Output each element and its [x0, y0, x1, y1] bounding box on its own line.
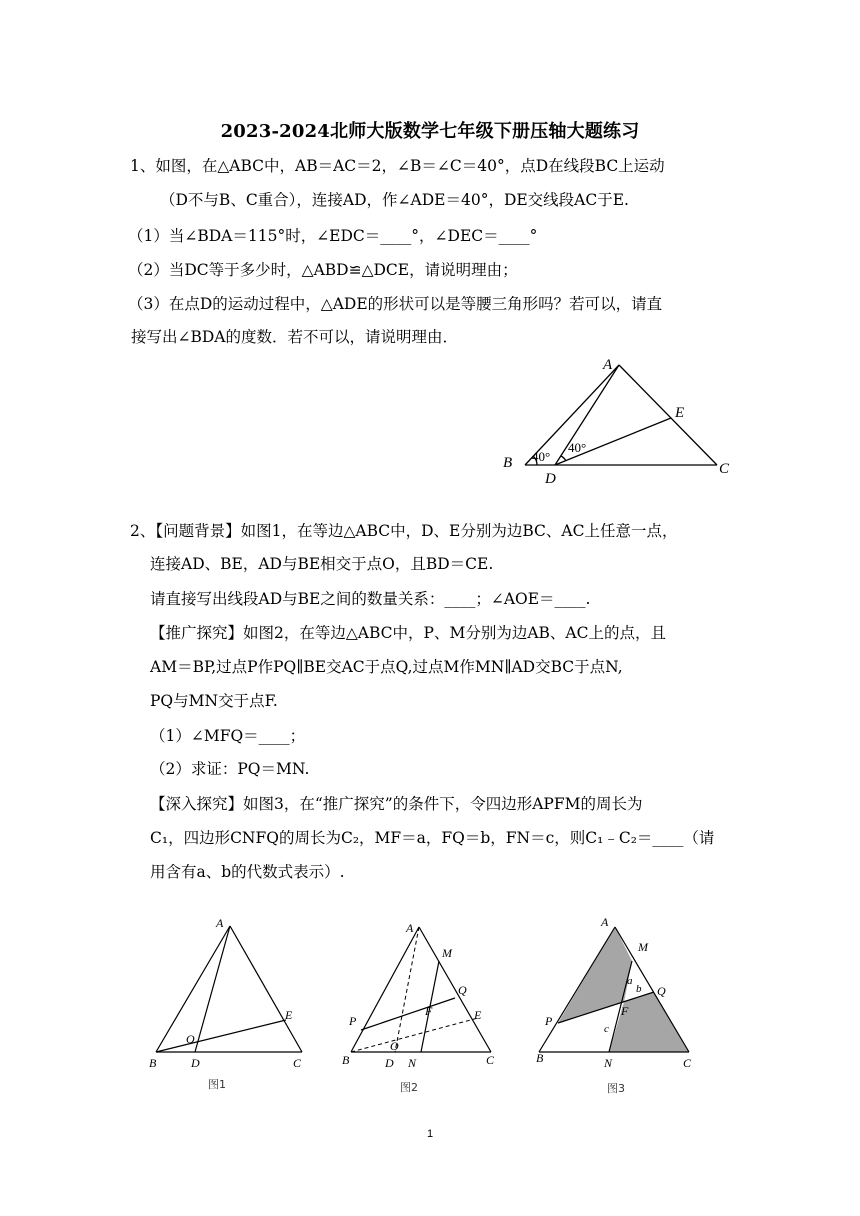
q1-label-c: C — [719, 461, 730, 477]
q2-line-10: C₁，四边形CNFQ的周长为C₂，MF＝a，FQ＝b，FN＝c，则C₁﹣C₂＝____（请 — [150, 829, 715, 847]
fig2-label-b: B — [342, 1053, 350, 1067]
fig3-label-n: N — [604, 1056, 613, 1070]
q1-angle-d: 40° — [568, 440, 587, 455]
q1-label-d: D — [545, 471, 556, 485]
q2-line-7: （1）∠MFQ＝____； — [150, 727, 306, 745]
q1-label-b: B — [503, 455, 513, 471]
page-title: 2023-2024北师大版数学七年级下册压轴大题练习 — [220, 121, 640, 142]
q1-line-2: （D不与B、C重合），连接AD，作∠ADE＝40°，DE交线段AC于E. — [160, 191, 629, 209]
fig3-label-a: A — [601, 915, 609, 929]
fig2-label-q: Q — [458, 983, 467, 997]
fig1-label-b: B — [149, 1056, 157, 1070]
q2-line-3: 请直接写出线段AD与BE之间的数量关系：____；∠AOE＝____. — [150, 590, 591, 608]
fig3-label-p: P — [545, 1014, 553, 1028]
fig2-label-e: E — [474, 1008, 482, 1022]
q2-line-11: 用含有a、b的代数式表示）. — [150, 863, 345, 881]
q1-label-a: A — [603, 357, 613, 373]
fig1-label-d: D — [191, 1056, 200, 1070]
q2-line-2: 连接AD、BE，AD与BE相交于点O，且BD＝CE. — [150, 555, 494, 573]
fig3-label-b-length: b — [636, 983, 642, 995]
fig2-label-p: P — [349, 1014, 357, 1028]
fig2-label-d: D — [385, 1056, 394, 1070]
fig3-label-c: C — [683, 1056, 692, 1070]
q1-angle-b: 40° — [532, 449, 551, 464]
q1-part-2: （2）当DC等于多少时，△ABD≌△DCE，请说明理由； — [128, 261, 518, 279]
fig3-label-c-length: c — [604, 1023, 609, 1035]
q2-line-6: PQ与MN交于点F. — [150, 692, 278, 710]
fig3-label-q: Q — [657, 984, 666, 998]
fig2-label-c: C — [486, 1053, 495, 1067]
q2-line-5: AM＝BP,过点P作PQ∥BE交AC于点Q,过点M作MN∥AD交BC于点N, — [150, 658, 623, 676]
fig1-caption: 图1 — [208, 1078, 226, 1091]
fig1-label-a: A — [216, 916, 224, 930]
fig1-label-c: C — [293, 1056, 302, 1070]
fig3-caption: 图3 — [607, 1082, 625, 1095]
q1-line-1: 1、如图，在△ABC中，AB＝AC＝2，∠B＝∠C＝40°，点D在线段BC上运动 — [130, 157, 665, 175]
fig2-label-n: N — [408, 1056, 417, 1070]
fig1-label-o: O — [186, 1032, 195, 1046]
q1-figure — [495, 355, 740, 485]
fig2-caption: 图2 — [400, 1081, 418, 1094]
fig2-label-o: O — [390, 1039, 399, 1053]
page-number: 1 — [426, 1128, 434, 1140]
fig3-label-a-length: a — [627, 975, 633, 987]
q1-part-3a: （3）在点D的运动过程中，△ADE的形状可以是等腰三角形吗？若可以，请直 — [128, 295, 663, 313]
q2-figure-1 — [140, 912, 320, 1097]
q2-line-1: 2、【问题背景】如图1，在等边△ABC中，D、E分别为边BC、AC上任意一点， — [130, 522, 678, 540]
fig3-label-m: M — [638, 940, 648, 954]
q2-line-9: 【深入探究】如图3，在“推广探究”的条件下，令四边形APFM的周长为 — [150, 795, 643, 813]
q2-line-8: （2）求证：PQ＝MN. — [150, 760, 310, 778]
q2-figure-3 — [525, 912, 700, 1097]
q2-line-4: 【推广探究】如图2，在等边△ABC中，P、M分别为边AB、AC上的点，且 — [150, 624, 666, 642]
fig2-label-f: F — [425, 1004, 433, 1018]
fig2-label-a: A — [406, 921, 414, 935]
q1-label-e: E — [675, 405, 685, 421]
fig2-label-m: M — [442, 946, 452, 960]
fig1-label-e: E — [285, 1008, 293, 1022]
q2-figure-2 — [335, 912, 510, 1097]
fig3-label-b: B — [536, 1051, 544, 1065]
q1-part-3b: 接写出∠BDA的度数．若不可以，请说明理由． — [131, 328, 458, 346]
fig3-label-f: F — [621, 1004, 629, 1018]
q1-part-1: （1）当∠BDA＝115°时，∠EDC＝____°，∠DEC＝____° — [128, 227, 538, 245]
